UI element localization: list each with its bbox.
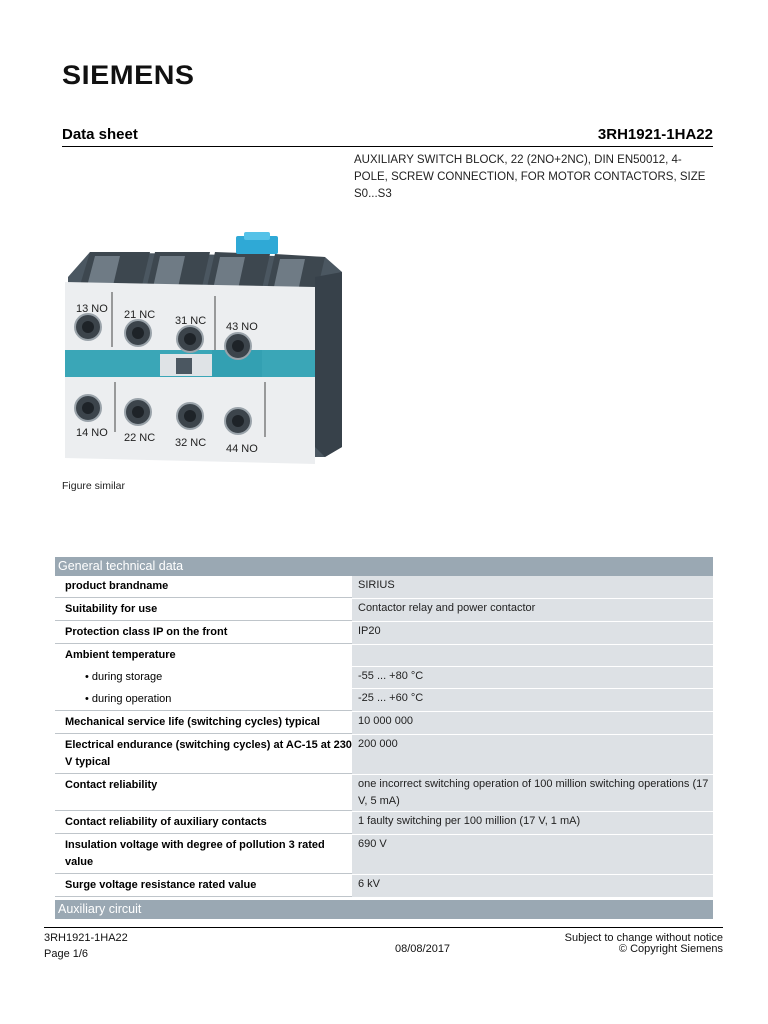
table-row — [55, 667, 713, 689]
row-value: -55 ... +80 °C — [352, 667, 713, 688]
terminal-label-13no: 13 NO — [76, 303, 108, 315]
table-row — [55, 576, 713, 599]
row-value: 6 kV — [352, 875, 713, 897]
figure-caption: Figure similar — [62, 480, 126, 492]
table-row — [55, 875, 713, 898]
table-row — [55, 645, 713, 667]
row-value: Contactor relay and power contactor — [352, 599, 713, 621]
footer-page-number: Page 1/6 — [44, 948, 89, 960]
terminal-label-43no: 43 NO — [226, 321, 258, 333]
row-key: Ambient temperature — [65, 649, 176, 661]
terminal-label-31nc: 31 NC — [175, 315, 207, 327]
section-header-general: General technical data — [55, 557, 713, 576]
row-value: 200 000 — [352, 735, 713, 774]
row-value: 1 faulty switching per 100 million (17 V, 1 mA) — [352, 812, 713, 834]
datasheet-header — [62, 126, 713, 147]
product-code: 3RH1921-1HA22 — [597, 126, 713, 143]
terminal-label-21nc: 21 NC — [124, 309, 156, 321]
row-key: Electrical endurance (switching cycles) at AC-15 at 230 V typical — [55, 735, 352, 774]
product-image — [60, 232, 350, 477]
row-key: Protection class IP on the front — [55, 622, 352, 644]
row-key: Contact reliability — [55, 775, 352, 811]
row-value: 10 000 000 — [352, 712, 713, 734]
product-description: AUXILIARY SWITCH BLOCK, 22 (2NO+2NC), DIN EN50012, 4-POLE, SCREW CONNECTION, FOR MOTOR CONTACTORS, SIZE S0...S3 — [354, 154, 706, 200]
table-row — [55, 812, 713, 835]
row-key: Mechanical service life (switching cycles) typical — [55, 712, 352, 734]
row-value: SIRIUS — [352, 576, 713, 598]
row-key: • during operation — [55, 689, 352, 711]
table-row — [55, 599, 713, 622]
row-key: Insulation voltage with degree of pollution 3 rated value — [55, 835, 352, 874]
table-row — [55, 622, 713, 645]
row-key: • during storage — [85, 671, 163, 683]
terminal-label-14no: 14 NO — [76, 427, 108, 439]
terminal-label-22nc: 22 NC — [124, 432, 156, 444]
terminal-label-44no: 44 NO — [226, 443, 258, 455]
table-row — [55, 735, 713, 775]
section-header-auxiliary: Auxiliary circuit — [55, 900, 713, 919]
footer-product-code: 3RH1921-1HA22 — [44, 932, 128, 944]
row-value: IP20 — [352, 622, 713, 644]
table-row — [55, 835, 713, 875]
row-key: Suitability for use — [55, 599, 352, 621]
row-value: 690 V — [352, 835, 713, 874]
siemens-logo: SIEMENS — [62, 60, 195, 90]
row-key: product brandname — [55, 576, 352, 598]
row-value: -25 ... +60 °C — [352, 689, 713, 711]
footer-divider — [44, 927, 723, 928]
technical-data-table — [55, 557, 713, 919]
footer-date: 08/08/2017 — [395, 943, 451, 955]
row-value: one incorrect switching operation of 100 million switching operations (17 V, 5 mA) — [352, 775, 713, 811]
datasheet-title: Data sheet — [62, 126, 138, 143]
table-row — [55, 712, 713, 735]
terminal-label-32nc: 32 NC — [175, 437, 207, 449]
row-value — [352, 645, 713, 666]
footer-copyright: © Copyright Siemens — [618, 943, 723, 955]
row-key: Contact reliability of auxiliary contacts — [55, 812, 352, 834]
table-row — [55, 775, 713, 812]
table-row — [55, 689, 713, 712]
row-key: Surge voltage resistance rated value — [55, 875, 352, 897]
footer-notice: Subject to change without notice — [564, 932, 723, 944]
